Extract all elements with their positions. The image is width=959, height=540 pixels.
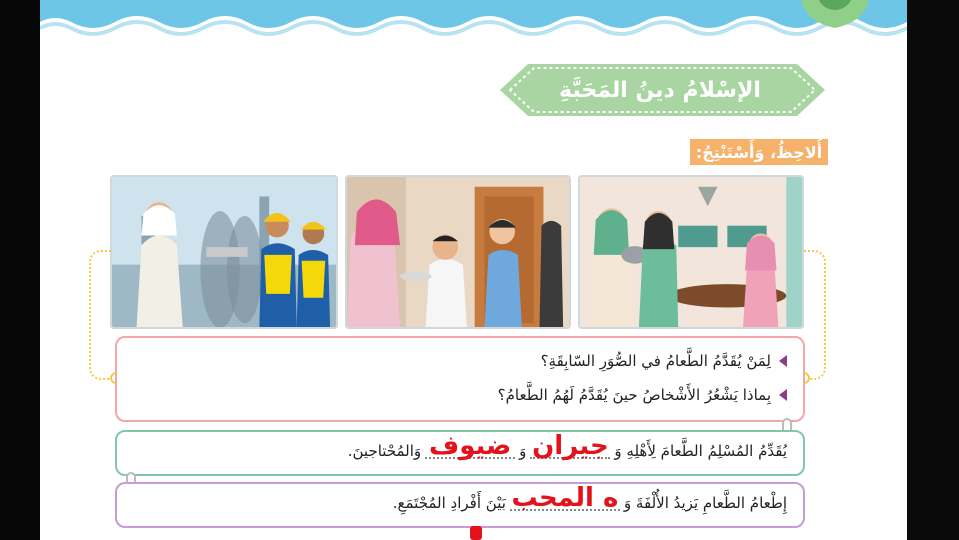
question-text: بِماذا يَشْعُرُ الأَشْخاصُ حينَ يُقَدَّمُ لَهُمُ الطَّعامُ؟ (497, 386, 771, 404)
sentence-text: وَالمُحْتاجينَ. (347, 442, 422, 460)
bullet-triangle-icon (779, 389, 787, 401)
left-dark-margin (0, 0, 40, 540)
answer-box-1 (115, 430, 805, 476)
handwritten-answer: ه المحب (511, 483, 619, 513)
fill-in-blank[interactable] (530, 431, 610, 461)
questions-box (115, 336, 805, 422)
lesson-title: الإسْلامُ دينُ المَحَبَّةِ (559, 77, 761, 103)
sentence-text: بَيْنَ أَفْرادِ المُجْتَمَعِ. (392, 494, 506, 512)
sentence-text: إِطْعامُ الطَّعامِ يَزيدُ الأُلْفَةَ وَ (623, 494, 787, 512)
question-text: لِمَنْ يُقَدَّمُ الطَّعامُ في الصُّوَرِ السّابِقَةِ؟ (540, 352, 771, 370)
illustration-family-dinner (578, 175, 804, 329)
sentence-text: وَ (519, 442, 527, 460)
question-item (541, 352, 787, 370)
fill-in-blank[interactable] (425, 431, 515, 461)
right-dark-margin (907, 0, 959, 540)
fill-in-blank[interactable] (510, 483, 620, 513)
question-item (498, 386, 787, 404)
top-wave-decoration (40, 0, 907, 44)
observe-conclude-label: أُلاحِظُ، وَأَسْتَنْتِجُ: (690, 139, 828, 165)
illustration-neighbors (345, 175, 571, 329)
answer-sentence-2 (392, 483, 787, 513)
bullet-triangle-icon (779, 355, 787, 367)
handwritten-answer: ضيوف (429, 431, 512, 461)
textbook-page (40, 0, 907, 540)
decorative-dotted-connector-right (804, 250, 826, 380)
handwritten-answer: جيران (532, 431, 609, 461)
answer-sentence-1 (347, 431, 787, 461)
sentence-text: يُقَدِّمُ المُسْلِمُ الطَّعامَ لِأَهْلِهِ وَ (614, 442, 787, 460)
answer-box-2 (115, 482, 805, 528)
illustration-workers (110, 175, 338, 329)
handwriting-stroke (470, 526, 482, 540)
decorative-dotted-connector-left (89, 250, 111, 380)
lesson-number-badge (795, 0, 875, 28)
